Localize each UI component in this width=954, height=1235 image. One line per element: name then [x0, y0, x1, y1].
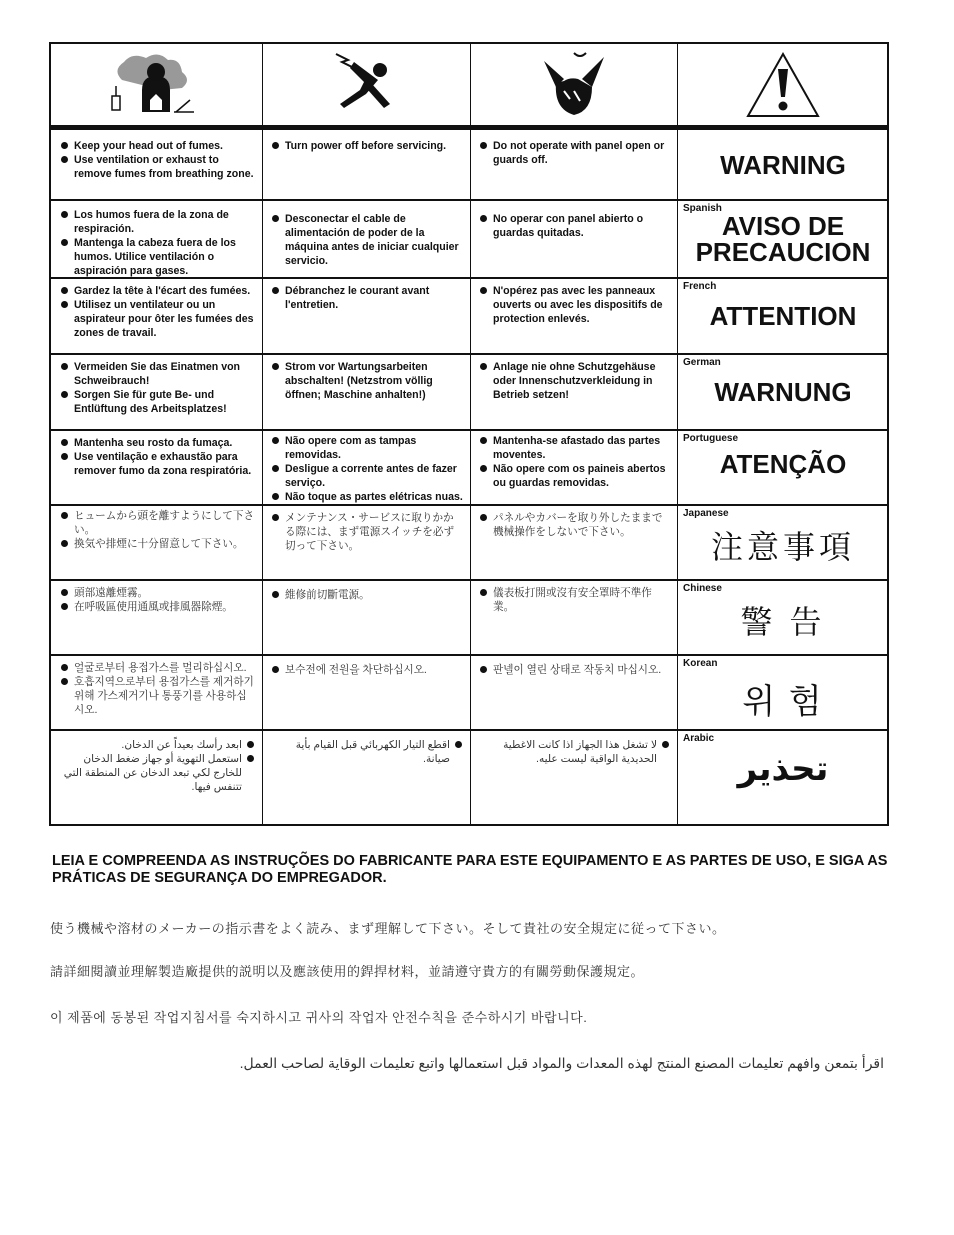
guards-instructions-japanese [470, 504, 677, 579]
warning-word: 注意事項 [710, 529, 855, 565]
list-item: ابعد رأسك بعيداً عن الدخان. [59, 738, 256, 752]
list-item: Turn power off before servicing. [270, 139, 464, 153]
list-item: 維修前切斷電源。 [270, 588, 464, 602]
list-item: 換気や排煙に十分留意して下さい。 [59, 537, 256, 551]
guards-instructions-french [470, 277, 677, 353]
list-item: Sorgen Sie für gute Be- und Entlüftung des Arbeitsplatzes! [59, 388, 256, 416]
warning-word-german [677, 353, 889, 429]
fumes-instructions-german [51, 353, 262, 429]
warning-word-spanish [677, 199, 889, 277]
manufacturer-instructions-japanese: 使う機械や溶材のメーカーの指示書をよく読み、まず理解して下さい。そして貴社の安全規定に従って下さい。 [50, 921, 726, 936]
fumes-instructions-japanese [51, 504, 262, 579]
power-instructions-spanish [262, 199, 470, 277]
fumes-instructions-arabic [51, 729, 262, 826]
warning-word: ATTENTION [709, 301, 857, 331]
manufacturer-instructions-chinese: 請詳細閱讀並理解製造廠提供的説明以及應該使用的銲捍材料，並請遵守貴方的有關勞動保護規定。 [50, 964, 645, 979]
list-item: Não opere com os paineis abertos ou guardas removidas. [478, 462, 671, 490]
guards-instructions-chinese [470, 579, 677, 654]
list-item: 儀表板打開或沒有安全罩時不準作業。 [478, 586, 671, 614]
guards-instructions-english [470, 130, 677, 199]
warning-word: AVISO DE PRECAUCION [695, 211, 871, 267]
language-label: Portuguese [683, 433, 739, 444]
language-label: Chinese [683, 583, 722, 594]
warning-word: ATENÇÃO [719, 449, 847, 479]
warning-word-english [677, 130, 889, 199]
list-item: اقطع التيار الكهربائي قبل القيام بأية صيانة. [270, 738, 464, 766]
list-item: Gardez la tête à l'écart des fumées. [59, 284, 256, 298]
list-item: ヒュームから頭を離すようにして下さい。 [59, 509, 256, 537]
warning-word-chinese [677, 579, 889, 654]
list-item: Desligue a corrente antes de fazer serviço. [270, 462, 464, 490]
list-item: Los humos fuera de la zona de respiración. [59, 208, 256, 236]
warning-word-arabic [677, 729, 889, 826]
guards-instructions-portuguese [470, 429, 677, 504]
fumes-instructions-french [51, 277, 262, 353]
guards-instructions-korean [470, 654, 677, 729]
list-item: لا تشغل هذا الجهاز اذا كانت الاغطية الحديدية الواقية ليست عليه. [478, 738, 671, 766]
language-label: Korean [683, 658, 718, 669]
list-item: N'opérez pas avec les panneaux ouverts ou avec les dispositifs de protection enlevés. [478, 284, 671, 326]
list-item: 얼굴로부터 용접가스를 멀리하십시오. [59, 661, 256, 675]
list-item: パネルやカバーを取り外したままで機械操作をしないで下さい。 [478, 511, 671, 539]
guards-instructions-arabic [470, 729, 677, 826]
fumes-instructions-portuguese [51, 429, 262, 504]
warning-word-korean [677, 654, 889, 729]
list-item: Keep your head out of fumes. [59, 139, 256, 153]
list-item: 판넬이 열린 상태로 작동치 마십시오. [478, 663, 671, 677]
power-instructions-portuguese [262, 429, 470, 504]
list-item: Use ventilação e exhaustão para remover fumo da zona respiratória. [59, 450, 256, 478]
list-item: Desconectar el cable de alimentación de poder de la máquina antes de iniciar cualquier servicio. [270, 212, 464, 268]
list-item: Mantenga la cabeza fuera de los humos. Utilice ventilación o aspiración para gases. [59, 236, 256, 278]
manufacturer-instructions-portuguese: LEIA E COMPREENDA AS INSTRUÇÕES DO FABRICANTE PARA ESTE EQUIPAMENTO E AS PARTES DE USO, E SIGA AS PRÁTICAS DE SEGURANÇA DO EMPREGADOR. [52, 853, 888, 886]
list-item: Não toque as partes elétricas nuas. [270, 490, 464, 504]
moving-parts-hand-icon [470, 44, 677, 125]
list-item: 호흡지역으로부터 용접가스를 제거하기 위해 가스제거기나 통풍기를 사용하십시오. [59, 675, 256, 717]
warning-word-portuguese [677, 429, 889, 504]
list-item: Mantenha-se afastado das partes moventes. [478, 434, 671, 462]
power-instructions-chinese [262, 579, 470, 654]
warning-word-french [677, 277, 889, 353]
exclamation-triangle-icon [677, 44, 889, 125]
warning-table [49, 42, 889, 826]
power-instructions-french [262, 277, 470, 353]
warning-word: 警 告 [740, 604, 826, 640]
power-instructions-arabic [262, 729, 470, 826]
list-item: Débranchez le courant avant l'entretien. [270, 284, 464, 312]
fumes-instructions-chinese [51, 579, 262, 654]
list-item: Anlage nie ohne Schutzgehäuse oder Innenschutzverkleidung in Betrieb setzen! [478, 360, 671, 402]
language-label: Japanese [683, 508, 729, 519]
list-item: メンテナンス・サービスに取りかかる際には、まず電源スイッチを必ず切って下さい。 [270, 511, 464, 553]
list-item: Strom vor Wartungsarbeiten abschalten! (Netzstrom völlig öffnen; Maschine anhalten!) [270, 360, 464, 402]
fumes-instructions-spanish [51, 199, 262, 277]
fumes-hazard-icon [51, 44, 262, 125]
language-label: French [683, 281, 717, 292]
list-item: Utilisez un ventilateur ou un aspirateur pour ôter les fumées des zones de travail. [59, 298, 256, 340]
language-label: Spanish [683, 203, 722, 214]
language-label: Arabic [683, 733, 715, 744]
guards-instructions-spanish [470, 199, 677, 277]
fumes-instructions-korean [51, 654, 262, 729]
manufacturer-instructions-korean: 이 제품에 동봉된 작업지침서를 숙지하시고 귀사의 작업자 안전수칙을 준수하시기 바랍니다. [50, 1010, 588, 1025]
power-instructions-german [262, 353, 470, 429]
list-item: No operar con panel abierto o guardas quitadas. [478, 212, 671, 240]
warning-word: 위 험 [742, 683, 824, 721]
warning-word: WARNING [720, 150, 846, 180]
list-item: 보수전에 전원을 차단하십시오. [270, 663, 464, 677]
power-instructions-english [262, 130, 470, 199]
warning-word-japanese [677, 504, 889, 579]
list-item: Vermeiden Sie das Einatmen von Schweibrauch! [59, 360, 256, 388]
list-item: 在呼吸區使用通風或排風器除煙。 [59, 600, 256, 614]
manufacturer-instructions-arabic: اقرأ بتمعن وافهم تعليمات المصنع المنتج لهذه المعدات والمواد قبل استعمالها واتبع تعليمات الوقاية لصاحب العمل. [239, 1055, 884, 1071]
warning-word: تحذير [737, 750, 829, 788]
list-item: استعمل التهوية أو جهاز ضغط الدخان للخارج لكي تبعد الدخان عن المنطقة التي تتنفس فيها. [59, 752, 256, 794]
language-label: German [683, 357, 721, 368]
list-item: Do not operate with panel open or guards off. [478, 139, 671, 167]
list-item: Não opere com as tampas removidas. [270, 434, 464, 462]
fumes-instructions-english [51, 130, 262, 199]
guards-instructions-german [470, 353, 677, 429]
power-instructions-japanese [262, 504, 470, 579]
electric-shock-icon [262, 44, 470, 125]
warning-word: WARNUNG [714, 377, 852, 407]
list-item: Use ventilation or exhaust to remove fumes from breathing zone. [59, 153, 256, 181]
power-instructions-korean [262, 654, 470, 729]
list-item: 頭部遠離煙霧。 [59, 586, 256, 600]
list-item: Mantenha seu rosto da fumaça. [59, 436, 256, 450]
